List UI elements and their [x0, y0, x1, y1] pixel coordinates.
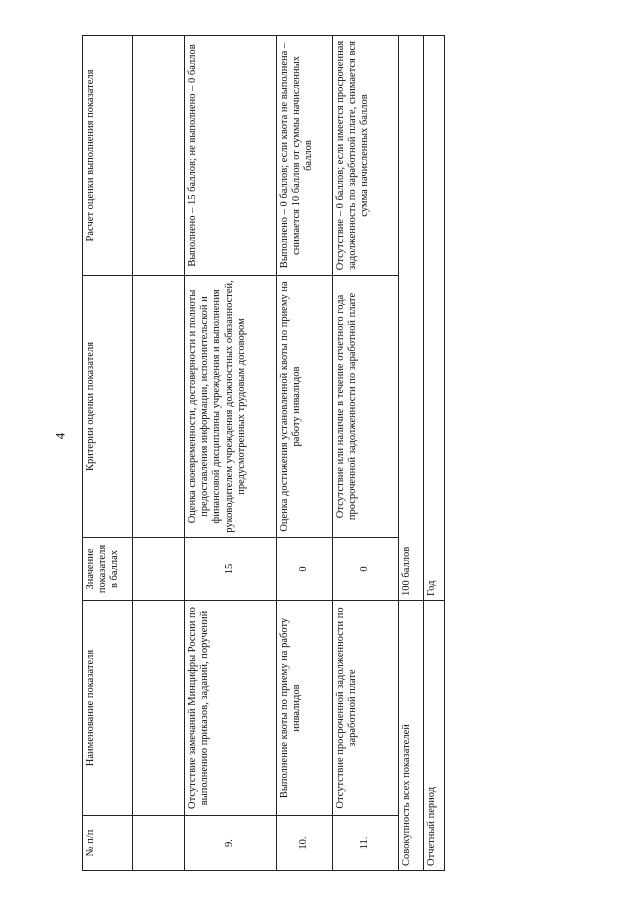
row-value: 0	[333, 538, 399, 601]
row-name: Выполнение квоты по приему на работу инвалидов	[277, 601, 333, 816]
row-criteria: Оценка своевременности, достоверности и полноты предоставления информации, исполнительской и финансовой дисциплины учреждения и выполнения руководителем учреждения должностных обязанностей, предусмотренных трудовым договором	[185, 276, 277, 538]
period-value: Год	[424, 36, 445, 601]
page-number: 4	[52, 432, 68, 440]
rotated-table-container	[82, 36, 462, 871]
row-name: Отсутствие просроченной задолженности по заработной плате	[333, 601, 399, 816]
period-row	[424, 36, 445, 871]
row-name: Отсутствие замечаний Минцифры России по выполнению приказов, заданий, поручений	[185, 601, 277, 816]
row-num: 10.	[277, 816, 333, 871]
row-criteria: Оценка достижения установленной квоты по приему на работу инвалидов	[277, 276, 333, 538]
total-label: Совокупность всех показателей	[399, 601, 424, 871]
table-header-row	[83, 36, 133, 871]
row-num: 9.	[185, 816, 277, 871]
row-criteria: Отсутствие или наличие в течение отчетного года просроченной задолженности по заработной плате	[333, 276, 399, 538]
row-calc: Отсутствие – 0 баллов; если имеется просроченная задолженность по заработной плате, снимается вся сумма начисленных баллов	[333, 36, 399, 276]
row-value: 0	[277, 538, 333, 601]
header-calc: Расчет оценки выполнения показателя	[83, 36, 133, 276]
indicators-table	[82, 35, 445, 871]
total-row	[399, 36, 424, 871]
total-value: 100 баллов	[399, 36, 424, 601]
table-row	[333, 36, 399, 871]
header-num: № п/п	[83, 816, 133, 871]
row-calc: Выполнено – 0 баллов; если квота не выполнена – снимается 10 баллов от суммы начисленных баллов	[277, 36, 333, 276]
table-row	[185, 36, 277, 871]
row-value: 15	[185, 538, 277, 601]
header-criteria: Критерии оценки показателя	[83, 276, 133, 538]
table-row-empty	[133, 36, 185, 871]
header-value: Значение показателя в баллах	[83, 538, 133, 601]
table-row	[277, 36, 333, 871]
header-name: Наименование показателя	[83, 601, 133, 816]
row-calc: Выполнено – 15 баллов; не выполнено – 0 баллов	[185, 36, 277, 276]
row-num: 11.	[333, 816, 399, 871]
period-label: Отчетный период	[424, 601, 445, 871]
